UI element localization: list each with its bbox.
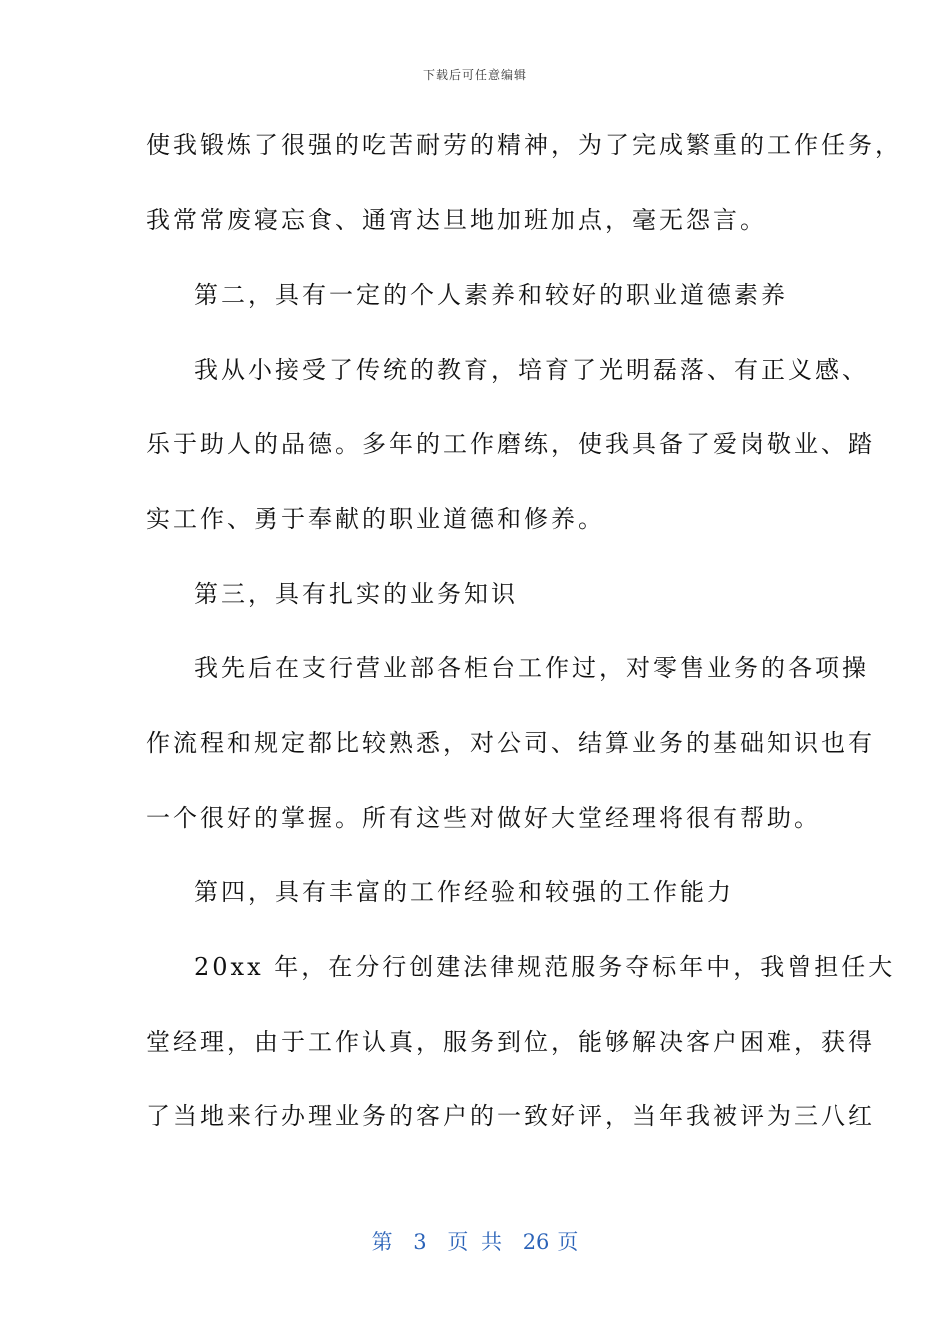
text-line: 作流程和规定都比较熟悉，对公司、结算业务的基础知识也有 <box>146 729 875 757</box>
text-line: 20xx 年，在分行创建法律规范服务夺标年中，我曾担任大 <box>194 953 896 981</box>
page-label-suffix: 页 <box>557 1230 579 1254</box>
page-label-mid: 页 共 <box>447 1230 502 1254</box>
text-line: 乐于助人的品德。多年的工作磨练，使我具备了爱岗敬业、踏 <box>146 430 875 458</box>
header-note: 下载后可任意编辑 <box>422 68 527 82</box>
text-line: 实工作、勇于奉献的职业道德和修养。 <box>146 505 605 533</box>
section-heading: 第四，具有丰富的工作经验和较强的工作能力 <box>194 878 734 906</box>
section-heading: 第三，具有扎实的业务知识 <box>194 580 518 608</box>
text-line: 我先后在支行营业部各柜台工作过，对零售业务的各项操 <box>194 654 869 682</box>
page-footer <box>0 1226 950 1256</box>
text-line: 我常常废寝忘食、通宵达旦地加班加点，毫无怨言。 <box>146 206 767 234</box>
text-line: 使我锻炼了很强的吃苦耐劳的精神，为了完成繁重的工作任务， <box>146 131 902 159</box>
total-pages: 26 <box>522 1230 550 1254</box>
text-line: 了当地来行办理业务的客户的一致好评，当年我被评为三八红 <box>146 1102 875 1130</box>
text-line: 堂经理，由于工作认真，服务到位，能够解决客户困难，获得 <box>146 1028 875 1056</box>
section-heading: 第二，具有一定的个人素养和较好的职业道德素养 <box>194 281 788 309</box>
text-line: 一个很好的掌握。所有这些对做好大堂经理将很有帮助。 <box>146 804 821 832</box>
text-line: 我从小接受了传统的教育，培育了光明磊落、有正义感、 <box>194 356 869 384</box>
page-label-prefix: 第 <box>371 1230 393 1254</box>
page-number: 3 <box>413 1230 427 1254</box>
